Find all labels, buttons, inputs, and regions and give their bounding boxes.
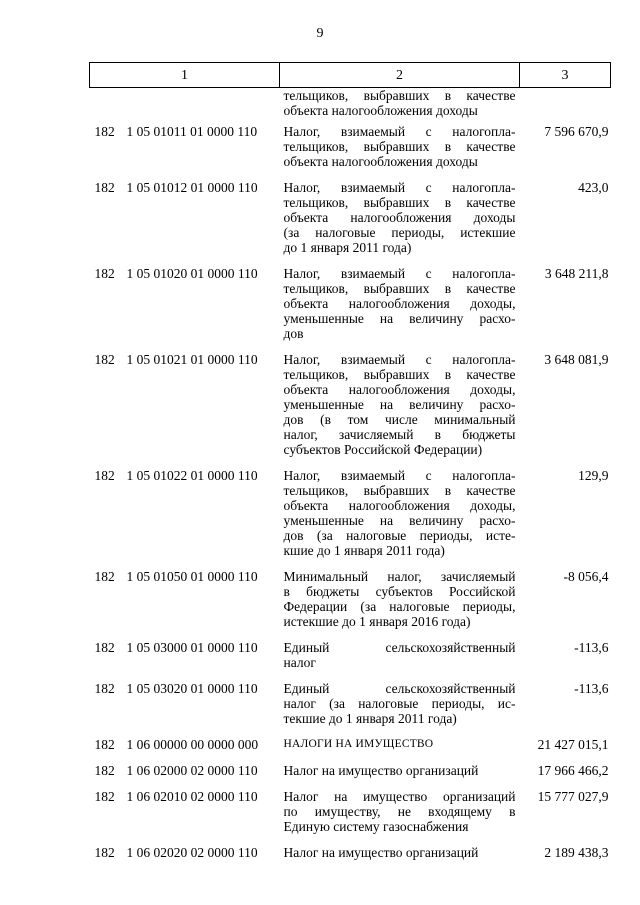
budget-classification-code: 1 05 01020 01 0000 110 bbox=[126, 266, 258, 281]
administrator-code: 182 bbox=[94, 266, 115, 281]
amount-cell: 129,9 bbox=[578, 468, 609, 483]
name-line: Налог, взимаемый с налогопла- bbox=[283, 468, 516, 483]
name-line: Налог на имущество организаций bbox=[283, 845, 479, 860]
name-line: НАЛОГИ НА ИМУЩЕСТВО bbox=[283, 738, 434, 750]
amount-cell: 2 189 438,3 bbox=[544, 845, 609, 860]
name-line: налог (за налоговые периоды, ис- bbox=[283, 696, 516, 711]
budget-classification-code: 1 06 00000 00 0000 000 bbox=[126, 737, 259, 752]
name-cell bbox=[280, 266, 520, 352]
name-line: истекшие до 1 января 2016 года) bbox=[283, 614, 471, 629]
administrator-code: 182 bbox=[94, 468, 115, 483]
name-line: налог, зачисляемый в бюджеты bbox=[283, 427, 516, 442]
name-cell bbox=[280, 180, 520, 266]
name-line: Единый сельскохозяйственный bbox=[283, 681, 516, 696]
name-line: дов bbox=[283, 326, 304, 341]
code-cell bbox=[90, 352, 280, 468]
name-line: уменьшенные на величину расхо- bbox=[283, 513, 516, 528]
name-line: Налог, взимаемый с налогопла- bbox=[283, 124, 516, 139]
name-line: по имуществу, не входящему в bbox=[283, 804, 516, 819]
name-line: Налог, взимаемый с налогопла- bbox=[283, 352, 516, 367]
name-line: тельщиков, выбравших в качестве bbox=[283, 139, 516, 154]
budget-classification-code: 1 05 03020 01 0000 110 bbox=[126, 681, 258, 696]
amount-cell: 17 966 466,2 bbox=[537, 763, 609, 778]
name-line: в бюджеты субъектов Российской bbox=[283, 584, 516, 599]
column-header-amount: 3 bbox=[520, 63, 611, 88]
name-cell bbox=[280, 681, 520, 737]
name-line: Единую систему газоснабжения bbox=[283, 819, 469, 834]
revenue-table bbox=[89, 62, 611, 871]
budget-classification-code: 1 05 01011 01 0000 110 bbox=[126, 124, 258, 139]
name-line: Налог на имущество организаций bbox=[283, 789, 516, 804]
code-cell bbox=[90, 569, 280, 640]
administrator-code: 182 bbox=[94, 569, 115, 584]
name-cell bbox=[280, 569, 520, 640]
code-cell bbox=[90, 180, 280, 266]
name-line: Налог на имущество организаций bbox=[283, 763, 479, 778]
administrator-code: 182 bbox=[94, 845, 115, 860]
name-cell bbox=[280, 124, 520, 180]
code-cell bbox=[90, 737, 280, 763]
table-row bbox=[90, 468, 611, 569]
administrator-code: 182 bbox=[94, 763, 115, 778]
name-cell bbox=[280, 763, 520, 789]
administrator-code: 182 bbox=[94, 681, 115, 696]
name-line: объекта налогообложения доходы, bbox=[283, 498, 516, 513]
code-cell bbox=[90, 789, 280, 845]
name-line: объекта налогообложения доходы bbox=[283, 103, 478, 118]
column-header-name: 2 bbox=[280, 63, 520, 88]
table-row bbox=[90, 763, 611, 789]
budget-classification-code: 1 06 02020 02 0000 110 bbox=[126, 845, 258, 860]
name-line: объекта налогообложения доходы bbox=[283, 210, 516, 225]
table-row bbox=[90, 737, 611, 763]
name-line: уменьшенные на величину расхо- bbox=[283, 397, 516, 412]
amount-cell bbox=[520, 88, 611, 125]
name-line: тельщиков, выбравших в качестве bbox=[283, 88, 516, 103]
amount-cell: -8 056,4 bbox=[563, 569, 609, 584]
code-cell bbox=[90, 88, 280, 125]
name-line: Налог, взимаемый с налогопла- bbox=[283, 266, 516, 281]
name-line: Единый сельскохозяйственный bbox=[283, 640, 516, 655]
amount-cell: 3 648 081,9 bbox=[544, 352, 609, 367]
budget-classification-code: 1 05 03000 01 0000 110 bbox=[126, 640, 258, 655]
continuation-row bbox=[90, 88, 611, 125]
name-line: объекта налогообложения доходы, bbox=[283, 382, 516, 397]
name-line: тельщиков, выбравших в качестве bbox=[283, 483, 516, 498]
name-line: дов (в том числе минимальный bbox=[283, 412, 516, 427]
code-cell bbox=[90, 266, 280, 352]
amount-cell: 3 648 211,8 bbox=[544, 266, 609, 281]
name-line: тельщиков, выбравших в качестве bbox=[283, 195, 516, 210]
name-line: до 1 января 2011 года) bbox=[283, 240, 412, 255]
table-row bbox=[90, 640, 611, 681]
table-row bbox=[90, 180, 611, 266]
administrator-code: 182 bbox=[94, 737, 115, 752]
code-cell bbox=[90, 468, 280, 569]
name-line: тельщиков, выбравших в качестве bbox=[283, 367, 516, 382]
name-cell bbox=[280, 789, 520, 845]
column-header-code: 1 bbox=[90, 63, 280, 88]
name-line: текшие до 1 января 2011 года) bbox=[283, 711, 457, 726]
administrator-code: 182 bbox=[94, 352, 115, 367]
code-cell bbox=[90, 124, 280, 180]
budget-classification-code: 1 05 01021 01 0000 110 bbox=[126, 352, 258, 367]
budget-classification-code: 1 06 02010 02 0000 110 bbox=[126, 789, 258, 804]
amount-cell: -113,6 bbox=[574, 681, 609, 696]
table-header-row bbox=[90, 63, 611, 88]
amount-cell: 21 427 015,1 bbox=[537, 737, 609, 752]
name-line: уменьшенные на величину расхо- bbox=[283, 311, 516, 326]
name-line: дов (за налоговые периоды, исте- bbox=[283, 528, 516, 543]
table-row bbox=[90, 266, 611, 352]
budget-classification-code: 1 05 01022 01 0000 110 bbox=[126, 468, 258, 483]
code-cell bbox=[90, 681, 280, 737]
name-line: субъектов Российской Федерации) bbox=[283, 442, 483, 457]
table-row bbox=[90, 845, 611, 871]
amount-cell: 423,0 bbox=[578, 180, 609, 195]
name-line: Минимальный налог, зачисляемый bbox=[283, 569, 516, 584]
amount-cell: -113,6 bbox=[574, 640, 609, 655]
amount-cell: 15 777 027,9 bbox=[537, 789, 609, 804]
name-cell bbox=[280, 737, 520, 763]
code-cell bbox=[90, 763, 280, 789]
page-number: 9 bbox=[316, 26, 324, 41]
budget-classification-code: 1 06 02000 02 0000 110 bbox=[126, 763, 258, 778]
name-line: Федерации (за налоговые периоды, bbox=[283, 599, 516, 614]
name-line: (за налоговые периоды, истекшие bbox=[283, 225, 516, 240]
table-row bbox=[90, 789, 611, 845]
administrator-code: 182 bbox=[94, 789, 115, 804]
table-row bbox=[90, 569, 611, 640]
table-row bbox=[90, 352, 611, 468]
name-line: Налог, взимаемый с налогопла- bbox=[283, 180, 516, 195]
administrator-code: 182 bbox=[94, 640, 115, 655]
budget-classification-code: 1 05 01050 01 0000 110 bbox=[126, 569, 258, 584]
name-cell bbox=[280, 352, 520, 468]
code-cell bbox=[90, 845, 280, 871]
name-cell bbox=[280, 88, 520, 125]
name-line: кшие до 1 января 2011 года) bbox=[283, 543, 445, 558]
table-body bbox=[90, 88, 611, 872]
name-line: объекта налогообложения доходы bbox=[283, 154, 478, 169]
name-cell bbox=[280, 640, 520, 681]
amount-cell: 7 596 670,9 bbox=[544, 124, 609, 139]
table-row bbox=[90, 681, 611, 737]
table-row bbox=[90, 124, 611, 180]
budget-classification-code: 1 05 01012 01 0000 110 bbox=[126, 180, 258, 195]
name-cell bbox=[280, 845, 520, 871]
name-line: налог bbox=[283, 655, 316, 670]
name-line: объекта налогообложения доходы, bbox=[283, 296, 516, 311]
administrator-code: 182 bbox=[94, 180, 115, 195]
name-line: тельщиков, выбравших в качестве bbox=[283, 281, 516, 296]
administrator-code: 182 bbox=[94, 124, 115, 139]
name-cell bbox=[280, 468, 520, 569]
code-cell bbox=[90, 640, 280, 681]
